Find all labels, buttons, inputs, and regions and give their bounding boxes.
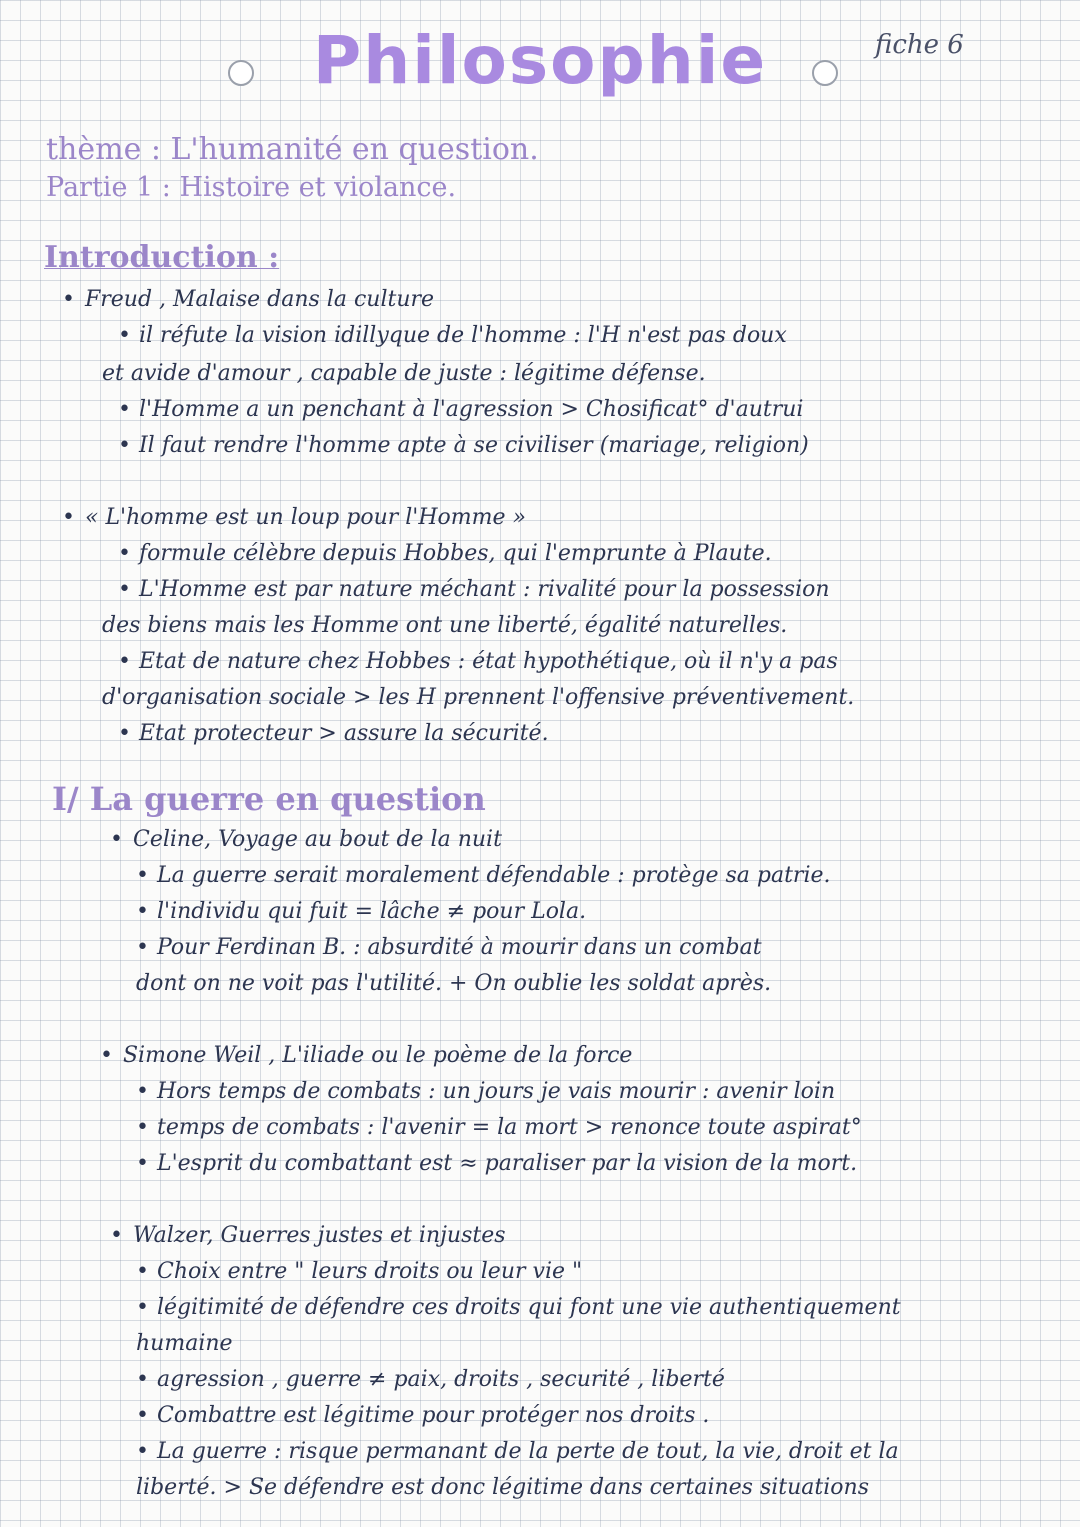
sub-bullet: • il réfute la vision idillyque de l'homme : l'H n'est pas doux bbox=[118, 322, 787, 350]
sub-bullet: • Etat protecteur > assure la sécurité. bbox=[118, 720, 549, 748]
sub-bullet: • temps de combats : l'avenir = la mort > renonce toute aspirat° bbox=[136, 1114, 862, 1142]
sub-bullet: • l'individu qui fuit = lâche ≠ pour Lola. bbox=[136, 898, 586, 926]
bullet-weil: • Simone Weil , L'iliade ou le poème de la force bbox=[100, 1042, 632, 1070]
intro-heading: Introduction : bbox=[44, 240, 280, 275]
fiche-number: fiche 6 bbox=[875, 30, 964, 60]
sub-bullet: • formule célèbre depuis Hobbes, qui l'emprunte à Plaute. bbox=[118, 540, 772, 568]
sub-bullet: • Il faut rendre l'homme apte à se civiliser (mariage, religion) bbox=[118, 432, 809, 460]
continuation-line: dont on ne voit pas l'utilité. + On oublie les soldat après. bbox=[136, 971, 772, 996]
sub-bullet: • légitimité de défendre ces droits qui font une vie authentiquement bbox=[136, 1294, 901, 1322]
partie-line: Partie 1 : Histoire et violance. bbox=[46, 172, 457, 203]
continuation-line: d'organisation sociale > les H prennent l'offensive préventivement. bbox=[102, 685, 855, 710]
bullet-celine: • Celine, Voyage au bout de la nuit bbox=[110, 826, 502, 854]
sub-bullet: • La guerre serait moralement défendable : protège sa patrie. bbox=[136, 862, 831, 890]
continuation-line: et avide d'amour , capable de juste : légitime défense. bbox=[102, 361, 706, 386]
sub-bullet: • Etat de nature chez Hobbes : état hypothétique, où il n'y a pas bbox=[118, 648, 838, 676]
continuation-line: liberté. > Se défendre est donc légitime dans certaines situations bbox=[136, 1475, 869, 1500]
continuation-line: des biens mais les Homme ont une liberté, égalité naturelles. bbox=[102, 613, 788, 638]
sub-bullet: • Hors temps de combats : un jours je vais mourir : avenir loin bbox=[136, 1078, 835, 1106]
page-title: Philosophie bbox=[312, 22, 768, 99]
theme-line: thème : L'humanité en question. bbox=[46, 132, 539, 167]
continuation-line: humaine bbox=[136, 1331, 233, 1356]
sub-bullet: • Choix entre " leurs droits ou leur vie " bbox=[136, 1258, 582, 1286]
sub-bullet: • l'Homme a un penchant à l'agression > Chosificat° d'autrui bbox=[118, 396, 803, 424]
bullet-walzer: • Walzer, Guerres justes et injustes bbox=[110, 1222, 506, 1250]
sub-bullet: • L'esprit du combattant est ≈ paraliser par la vision de la mort. bbox=[136, 1150, 857, 1178]
bullet-hobbes: • « L'homme est un loup pour l'Homme » bbox=[62, 504, 526, 532]
sub-bullet: • agression , guerre ≠ paix, droits , securité , liberté bbox=[136, 1366, 725, 1394]
bullet-freud: • Freud , Malaise dans la culture bbox=[62, 286, 434, 314]
sub-bullet: • La guerre : risque permanant de la perte de tout, la vie, droit et la bbox=[136, 1438, 899, 1466]
section-1-heading: I/ La guerre en question bbox=[52, 780, 486, 818]
sub-bullet: • L'Homme est par nature méchant : rivalité pour la possession bbox=[118, 576, 830, 604]
sub-bullet: • Combattre est légitime pour protéger nos droits . bbox=[136, 1402, 709, 1430]
sub-bullet: • Pour Ferdinan B. : absurdité à mourir dans un combat bbox=[136, 934, 762, 962]
